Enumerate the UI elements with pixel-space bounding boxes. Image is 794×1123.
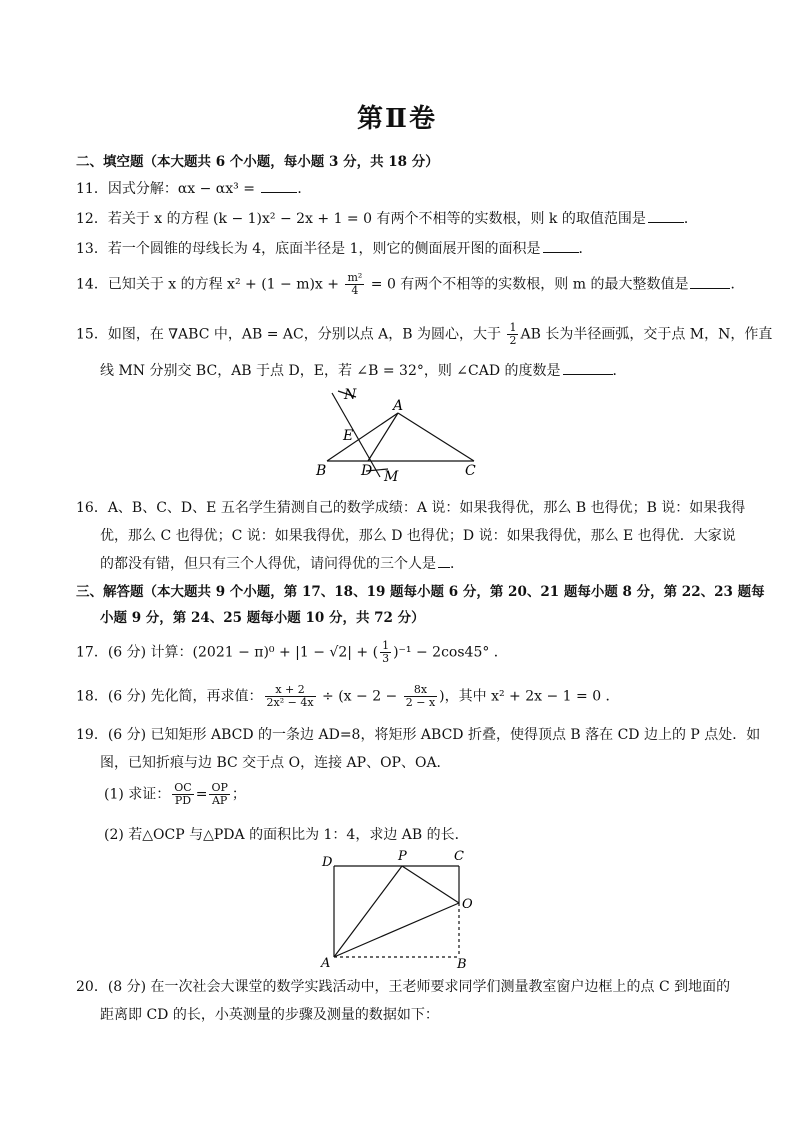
q15-line2-text: 线 MN 分别交 BC，AB 于点 D，E，若 ∠B = 32°，则 ∠CAD 的度数是 bbox=[100, 363, 561, 379]
question-19-line1: 19．(6 分) 已知矩形 ABCD 的一条边 AD=8，将矩形 ABCD 折叠，使得顶点 B 落在 CD 边上的 P 点处．如 bbox=[76, 727, 761, 743]
q16-line3-text: 的都没有错，但只有三个人得优，请问得优的三个人是 bbox=[100, 556, 436, 572]
question-13 bbox=[76, 238, 726, 258]
q19-fraction-1: $\frac{OC}{PD}$ bbox=[174, 781, 192, 807]
question-20-line2: 距离即 CD 的长，小英测量的步骤及测量的数据如下： bbox=[100, 1007, 439, 1023]
label-d: D bbox=[322, 855, 333, 870]
q14-text-a: 14．已知关于 x 的方程 x² + (1 − m)x + bbox=[76, 276, 344, 293]
q14-fraction: $\frac{\text{m²}}{4}$ bbox=[347, 271, 363, 297]
q15-text-a: 15．如图，在 ∇ABC 中，AB = AC，分别以点 A，B 为圆心，大于 bbox=[76, 326, 506, 343]
segment-po bbox=[402, 866, 459, 903]
label-n: N bbox=[344, 387, 357, 403]
q17-fraction: $\frac{1}{3}$ bbox=[382, 639, 390, 665]
question-15-line1 bbox=[76, 321, 773, 347]
answer-blank bbox=[543, 238, 579, 253]
label-p: P bbox=[398, 849, 407, 864]
section2-header: 二、填空题（本大题共 6 个小题，每小题 3 分，共 18 分） bbox=[76, 154, 439, 170]
q12-tail: ． bbox=[683, 211, 698, 227]
q17-text-b: )⁻¹ − 2cos45° ． bbox=[393, 644, 508, 661]
question-19-line2: 图，已知折痕与边 BC 交于点 O，连接 AP、OP、OA． bbox=[100, 755, 451, 771]
question-17 bbox=[76, 640, 726, 665]
q15-triangle-figure bbox=[310, 385, 490, 490]
answer-blank bbox=[563, 360, 613, 375]
question-16-line3 bbox=[100, 553, 750, 573]
label-d: D bbox=[361, 463, 373, 479]
answer-blank bbox=[690, 274, 730, 289]
label-m: M bbox=[384, 469, 399, 485]
q13-tail: ． bbox=[578, 241, 593, 257]
question-18 bbox=[76, 684, 726, 709]
q15-text-b: AB 长为半径画弧，交于点 M，N，作直 bbox=[520, 326, 773, 343]
label-o: O bbox=[462, 897, 473, 912]
segment-ad bbox=[368, 413, 398, 461]
label-b: B bbox=[457, 957, 467, 970]
q15-fraction: $\frac{1}{2}$ bbox=[509, 321, 517, 347]
label-c: C bbox=[454, 849, 464, 864]
question-19-part1 bbox=[104, 782, 754, 807]
label-a: A bbox=[393, 398, 404, 414]
question-19-part2: (2) 若△OCP 与△PDA 的面积比为 1：4，求边 AB 的长． bbox=[104, 827, 469, 843]
page-title: 第Ⅱ卷 bbox=[357, 104, 437, 134]
q11-text: 11．因式分解：αx − αx³ = bbox=[76, 181, 260, 197]
question-12 bbox=[76, 208, 726, 228]
q19-part1-tail: ； bbox=[231, 786, 246, 803]
label-a: A bbox=[321, 956, 331, 970]
question-16-line2: 优，那么 C 也得优；C 说：如果我得优，那么 D 也得优；D 说：如果我得优，那么 E 也得优．大家说 bbox=[100, 528, 736, 544]
question-16-line1: 16．A、B、C、D、E 五名学生猜测自己的数学成绩：A 说：如果我得优，那么 B 也得优；B 说：如果我得 bbox=[76, 500, 746, 516]
q19-equals: = bbox=[195, 786, 208, 803]
q19-fraction-2: $\frac{OP}{AP}$ bbox=[211, 781, 228, 807]
segment-ac bbox=[398, 413, 474, 461]
label-e: E bbox=[343, 428, 354, 444]
section3-header-line2: 小题 9 分，第 24、25 题每小题 10 分，共 72 分） bbox=[100, 610, 425, 626]
q14-text-b: = 0 有两个不相等的实数根，则 m 的最大整数值是 bbox=[366, 276, 689, 293]
q12-text: 12．若关于 x 的方程 (k − 1)x² − 2x + 1 = 0 有两个不相等的实数根，则 k 的取值范围是 bbox=[76, 211, 646, 227]
q13-text: 13．若一个圆锥的母线长为 4，底面半径是 1，则它的侧面展开图的面积是 bbox=[76, 241, 541, 257]
q15-tail: ． bbox=[612, 363, 627, 379]
label-b: B bbox=[316, 463, 327, 479]
label-c: C bbox=[465, 463, 476, 479]
q18-text-a: 18．(6 分) 先化简，再求值： bbox=[76, 688, 263, 705]
answer-blank bbox=[261, 178, 297, 193]
section3-header-line1: 三、解答题（本大题共 9 个小题，第 17、18、19 题每小题 6 分，第 20、21 题每小题 8 分，第 22、23 题每 bbox=[76, 584, 765, 600]
q19-part1-text: (1) 求证： bbox=[104, 786, 171, 803]
question-20-line1: 20．(8 分) 在一次社会大课堂的数学实践活动中，王老师要求同学们测量教室窗户边框上的点 C 到地面的 bbox=[76, 979, 731, 995]
question-11 bbox=[76, 178, 726, 198]
q14-tail: ． bbox=[730, 276, 745, 293]
q18-fraction-1: $\frac{x + 2}{\text{2x² − 4x}}$ bbox=[266, 683, 314, 709]
q18-fraction-2: $\frac{8x}{2 - x}$ bbox=[405, 683, 436, 709]
q16-tail: ． bbox=[450, 556, 464, 572]
segment-ao bbox=[334, 903, 459, 957]
segment-ap bbox=[334, 866, 402, 957]
q18-mid: ÷ (x − 2 − bbox=[317, 688, 402, 705]
q18-text-b: )，其中 x² + 2x − 1 = 0 ． bbox=[439, 688, 620, 705]
line-mn bbox=[332, 393, 380, 477]
question-14 bbox=[76, 271, 745, 297]
answer-blank bbox=[438, 553, 450, 568]
question-15-line2 bbox=[100, 360, 750, 380]
q17-text-a: 17．(6 分) 计算：(2021 − π)⁰ + |1 − √2| + ( bbox=[76, 644, 379, 661]
q11-tail: ． bbox=[297, 181, 312, 197]
q19-rectangle-figure bbox=[318, 846, 478, 970]
answer-blank bbox=[648, 208, 684, 223]
segment-ab bbox=[327, 413, 398, 461]
